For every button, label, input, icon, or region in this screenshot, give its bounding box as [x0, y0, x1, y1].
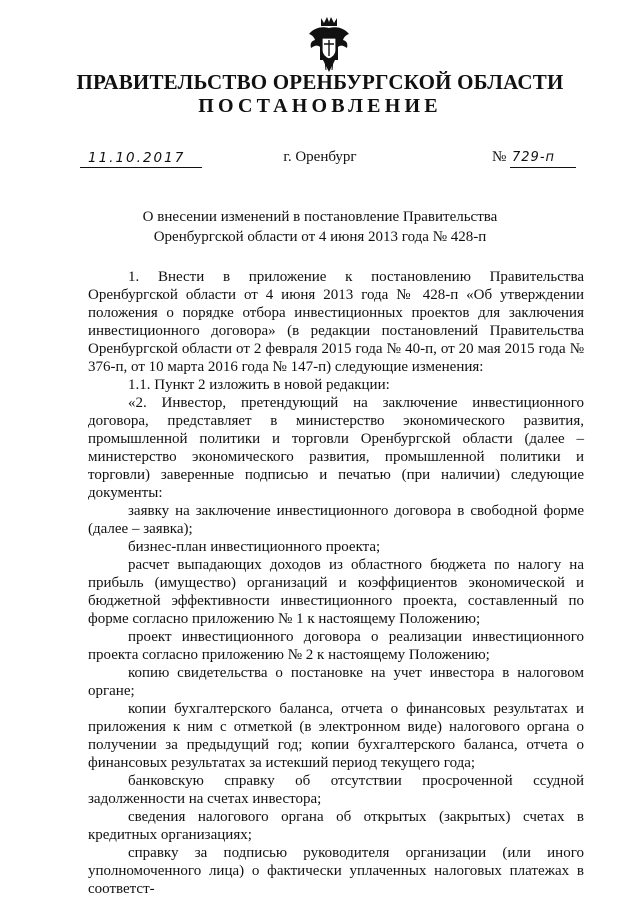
paragraph-6: расчет выпадающих доходов из областного бюджета по налогу на прибыль (имущество) организаций и коэффициентов экономической и бюджетной эффективности инвестиционного проекта, составленный по форме согласно приложению № 1 к настоящему Положению;	[88, 557, 584, 627]
paragraph-10: банковскую справку об отсутствии просроченной ссудной задолженности на счетах инвестора;	[88, 773, 584, 807]
subject-line-2: Оренбургской области от 4 июня 2013 года № 428-п	[153, 229, 487, 245]
government-title: ПРАВИТЕЛЬСТВО ОРЕНБУРГСКОЙ ОБЛАСТИ	[76, 70, 564, 94]
paragraph-11: сведения налогового органа об открытых (закрытых) счетах в кредитных организациях;	[88, 809, 584, 843]
document-body	[88, 268, 584, 898]
paragraph-2: 1.1. Пункт 2 изложить в новой редакции:	[128, 377, 390, 393]
coat-of-arms-icon	[306, 14, 352, 74]
document-type: ПОСТАНОВЛЕНИЕ	[198, 95, 442, 117]
paragraph-8: копию свидетельства о постановке на учет инвестора в налоговом органе;	[88, 665, 584, 699]
number-underline	[510, 167, 576, 168]
paragraph-5: бизнес-план инвестиционного проекта;	[128, 539, 381, 555]
paragraph-1: 1. Внести в приложение к постановлению Правительства Оренбургской области от 4 июня 2013 года № 428-п «Об утверждении положения о порядке отбора инвестиционных проектов для заключения инвестиционного договора» (в редакции постановлений Правительства Оренбургской области от 2 февраля 2015 года № 40-п, от 20 мая 2015 года № 376-п, от 10 марта 2016 года № 147-п) следующие изменения:	[88, 269, 584, 375]
paragraph-4: заявку на заключение инвестиционного договора в свободной форме (далее – заявка);	[88, 503, 584, 537]
paragraph-7: проект инвестиционного договора о реализации инвестиционного проекта согласно приложению № 2 к настоящему Положению;	[88, 629, 584, 663]
document-date: 11.10.2017	[88, 150, 186, 166]
date-underline	[80, 167, 202, 168]
paragraph-3: «2. Инвестор, претендующий на заключение инвестиционного договора, представляет в министерство экономического развития, промышленной политики и торговли Оренбургской области (далее – министерство экономического развития, промышленной политики и торговли) заверенные подписью и печатью (при наличии) следующие документы:	[88, 395, 584, 501]
document-city: г. Оренбург	[283, 149, 357, 165]
subject-line-1: О внесении изменений в постановление Правительства	[142, 209, 498, 225]
document-number: 729-п	[512, 150, 556, 165]
paragraph-12: справку за подписью руководителя организации (или иного уполномоченного лица) о фактически уплаченных налоговых платежах в соответст-	[88, 845, 584, 897]
document-subject	[0, 207, 640, 247]
paragraph-9: копии бухгалтерского баланса, отчета о финансовых результатах и приложения к ним с отметкой (в электронном виде) налогового органа о получении за предыдущий год; копии бухгалтерского баланса, отчета о финансовых результатах за истекший период текущего года;	[88, 701, 584, 771]
number-sign: №	[492, 149, 507, 165]
